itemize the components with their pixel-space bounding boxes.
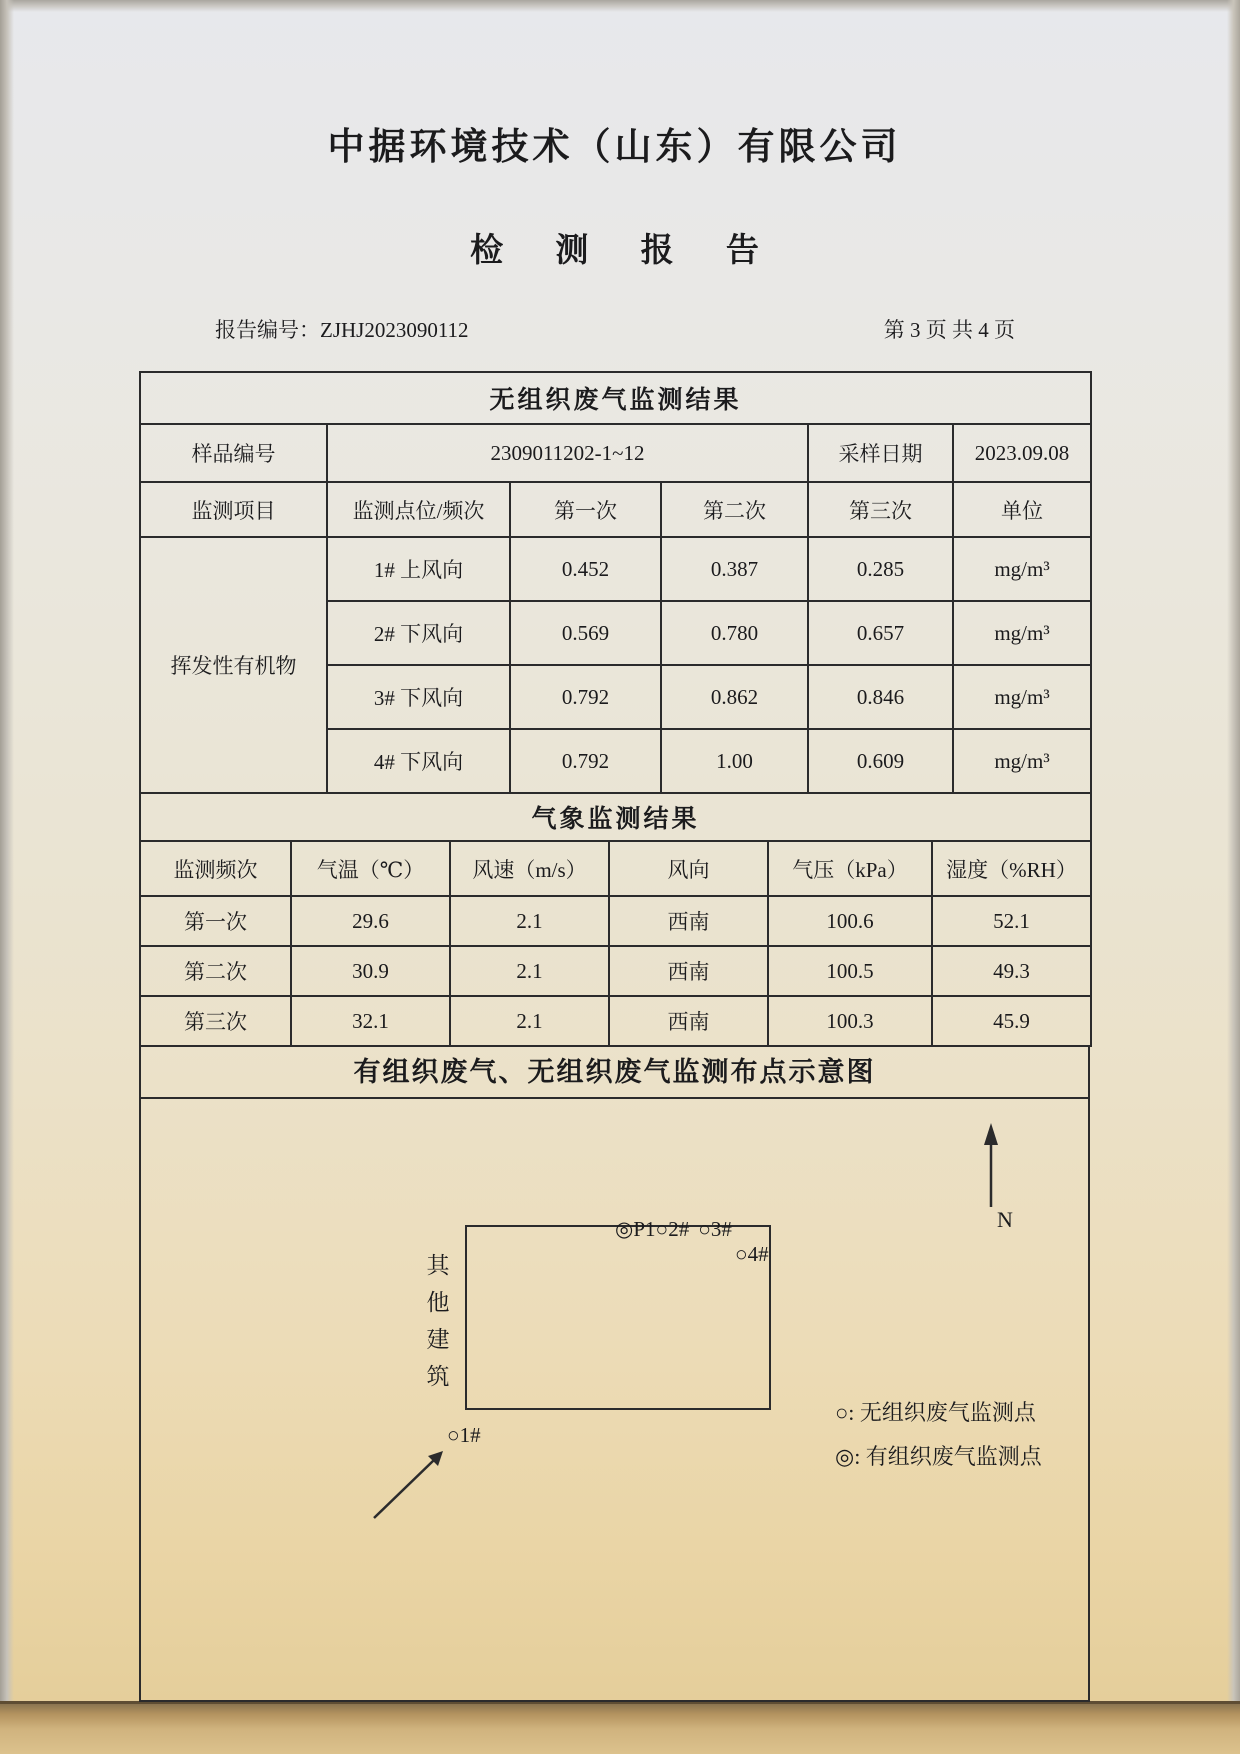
voc-header-first: 第一次 bbox=[510, 482, 661, 537]
wx-pressure: 100.3 bbox=[768, 996, 932, 1046]
building-outline bbox=[465, 1225, 771, 1410]
voc-unit: mg/m³ bbox=[953, 665, 1091, 729]
wx-header-temp: 气温（℃） bbox=[291, 841, 450, 896]
voc-value: 0.862 bbox=[661, 665, 808, 729]
wind-arrow-line bbox=[374, 1460, 434, 1518]
wx-header-freq: 监测频次 bbox=[140, 841, 291, 896]
voc-point: 1# 上风向 bbox=[327, 537, 510, 601]
point-3-marker: ○3# bbox=[698, 1217, 732, 1241]
voc-value: 1.00 bbox=[661, 729, 808, 793]
sample-no-label: 样品编号 bbox=[140, 424, 327, 482]
point-4-marker: ○4# bbox=[735, 1242, 769, 1266]
voc-value: 0.792 bbox=[510, 729, 661, 793]
report-meta-row bbox=[215, 314, 1015, 344]
voc-value: 0.569 bbox=[510, 601, 661, 665]
diagram-section-title: 有组织废气、无组织废气监测布点示意图 bbox=[139, 1045, 1090, 1099]
wx-winddir: 西南 bbox=[609, 996, 768, 1046]
sample-info-row bbox=[140, 424, 1091, 482]
wx-winddir: 西南 bbox=[609, 896, 768, 946]
wx-humidity: 49.3 bbox=[932, 946, 1091, 996]
wx-pressure: 100.5 bbox=[768, 946, 932, 996]
monitoring-layout-diagram bbox=[139, 1097, 1090, 1702]
wx-temp: 32.1 bbox=[291, 996, 450, 1046]
document-title: 检 测 报 告 bbox=[470, 233, 781, 269]
voc-item-name: 挥发性有机物 bbox=[140, 537, 327, 793]
voc-value: 0.846 bbox=[808, 665, 953, 729]
wx-header-humidity: 湿度（%RH） bbox=[932, 841, 1091, 896]
voc-unit: mg/m³ bbox=[953, 729, 1091, 793]
voc-value: 0.657 bbox=[808, 601, 953, 665]
wx-humidity: 45.9 bbox=[932, 996, 1091, 1046]
voc-value: 0.387 bbox=[661, 537, 808, 601]
wx-freq: 第二次 bbox=[140, 946, 291, 996]
wx-freq: 第一次 bbox=[140, 896, 291, 946]
wx-header-windspeed: 风速（m/s） bbox=[450, 841, 609, 896]
wx-windspeed: 2.1 bbox=[450, 896, 609, 946]
voc-header-unit: 单位 bbox=[953, 482, 1091, 537]
table-row bbox=[140, 896, 1091, 946]
wx-temp: 30.9 bbox=[291, 946, 450, 996]
voc-value: 0.285 bbox=[808, 537, 953, 601]
wx-humidity: 52.1 bbox=[932, 896, 1091, 946]
table-row bbox=[140, 537, 1091, 601]
voc-header-row bbox=[140, 482, 1091, 537]
wx-windspeed: 2.1 bbox=[450, 946, 609, 996]
weather-table-title-row bbox=[140, 793, 1091, 841]
scan-edge-left bbox=[0, 0, 14, 1754]
north-label: N bbox=[997, 1207, 1013, 1232]
legend-organized-point: ◎: 有组织废气监测点 bbox=[835, 1444, 1042, 1469]
page-number: 第 3 页 共 4 页 bbox=[883, 318, 1015, 342]
weather-header-row bbox=[140, 841, 1091, 896]
company-title: 中据环境技术（山东）有限公司 bbox=[327, 127, 902, 168]
voc-unit: mg/m³ bbox=[953, 601, 1091, 665]
report-number: 报告编号：ZJHJ2023090112 bbox=[215, 318, 469, 342]
weather-results-table bbox=[139, 792, 1092, 1047]
scan-edge-top bbox=[0, 0, 1240, 12]
scan-edge-bottom bbox=[0, 1701, 1240, 1754]
voc-table-title: 无组织废气监测结果 bbox=[140, 372, 1091, 424]
voc-value: 0.792 bbox=[510, 665, 661, 729]
point-2-marker: ○2# bbox=[655, 1217, 690, 1241]
sample-date-label: 采样日期 bbox=[808, 424, 953, 482]
voc-point: 3# 下风向 bbox=[327, 665, 510, 729]
organized-point-p1-marker: ◎P1 bbox=[615, 1217, 656, 1241]
sample-date-value: 2023.09.08 bbox=[953, 424, 1091, 482]
wx-windspeed: 2.1 bbox=[450, 996, 609, 1046]
sample-no-value: 2309011202-1~12 bbox=[327, 424, 808, 482]
table-row bbox=[140, 946, 1091, 996]
north-arrow-head bbox=[984, 1123, 998, 1145]
wx-header-pressure: 气压（kPa） bbox=[768, 841, 932, 896]
wx-winddir: 西南 bbox=[609, 946, 768, 996]
wx-freq: 第三次 bbox=[140, 996, 291, 1046]
wx-pressure: 100.6 bbox=[768, 896, 932, 946]
voc-value: 0.609 bbox=[808, 729, 953, 793]
top-monitoring-points bbox=[615, 1217, 732, 1242]
table-row bbox=[140, 996, 1091, 1046]
voc-header-item: 监测项目 bbox=[140, 482, 327, 537]
voc-header-second: 第二次 bbox=[661, 482, 808, 537]
scan-edge-right bbox=[1227, 0, 1240, 1754]
report-body bbox=[139, 371, 1094, 1702]
legend-unorganized-point: ○: 无组织废气监测点 bbox=[835, 1400, 1036, 1425]
wx-header-winddir: 风向 bbox=[609, 841, 768, 896]
diagram-legend bbox=[835, 1391, 1042, 1479]
voc-value: 0.452 bbox=[510, 537, 661, 601]
voc-table-title-row bbox=[140, 372, 1091, 424]
voc-unit: mg/m³ bbox=[953, 537, 1091, 601]
building-label: 其他建筑 bbox=[426, 1253, 450, 1389]
voc-header-point: 监测点位/频次 bbox=[327, 482, 510, 537]
voc-results-table bbox=[139, 371, 1092, 794]
voc-header-third: 第三次 bbox=[808, 482, 953, 537]
voc-value: 0.780 bbox=[661, 601, 808, 665]
weather-table-title: 气象监测结果 bbox=[140, 793, 1091, 841]
point-1-marker: ○1# bbox=[447, 1423, 481, 1447]
voc-point: 2# 下风向 bbox=[327, 601, 510, 665]
wx-temp: 29.6 bbox=[291, 896, 450, 946]
voc-point: 4# 下风向 bbox=[327, 729, 510, 793]
